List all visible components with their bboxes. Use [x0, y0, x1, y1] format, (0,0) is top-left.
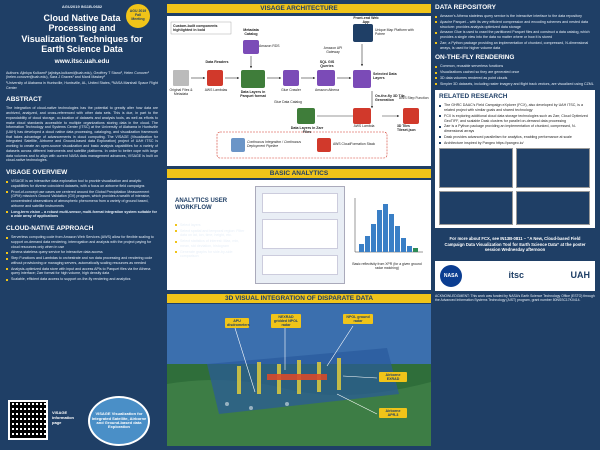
- fcx-screenshot: [439, 148, 513, 188]
- callout-npol: NPOL ground radar: [343, 314, 373, 324]
- right-column: [435, 4, 595, 446]
- lambda-icon: [353, 108, 371, 124]
- list-item: Select statistics of interest: Max, min, mean, std deviation, histogram: [175, 239, 249, 248]
- on-the-fly-list: [435, 64, 595, 86]
- related-research-heading: RELATED RESEARCH: [439, 93, 508, 101]
- qr-label: VISAGE information page: [52, 410, 74, 425]
- list-item: Amazon Glue is used to crawl the partitioned Parquet files and construct a data catalog, which provides a single view into the data no matter where or how it is stored: [435, 30, 595, 39]
- more-info: For more about FCX, see IN13B-0811 – “A New, Cloud-based Field Campaign Data Visualization Tool for Earth Science Data” at the poster session Wednesday afternoon: [444, 236, 586, 253]
- architecture-banner: VISAGE ARCHITECTURE: [167, 4, 431, 13]
- related-research-panel: [435, 90, 595, 228]
- cloud-native-list: [6, 235, 158, 282]
- data-repository-heading: DATA REPOSITORY: [435, 4, 496, 11]
- poster-id: AGU2019 IN11B-0682: [61, 4, 103, 9]
- architecture-diagram: Custom-built components highlighted in bold Original Files & Metadata Data Readers AWS Lambdas Data Layers in Parquet format Metadata Catalog Amazon RDS Glue Crawler Glue Data Catalog SQL GIS Queries Amazon Athena Amazon API Gateway Selected Data Layers Front-end Web App Unique Map Platform with Potree Data Layers in Zarr Files On-the-fly 3D Tile Generation AWS Step Function 3D Tiles Tileset.json AWS Lambda Continuous Integration / Continuous Deployment Pipeline AWS CloudFormation Stack: [167, 16, 431, 166]
- list-item: 3D data volumes rendered as point clouds: [435, 76, 595, 81]
- itsc-logo: itsc: [508, 270, 524, 281]
- file-icon: [173, 70, 189, 86]
- fcx-screenshots: [439, 148, 591, 188]
- basic-analytics-banner: BASIC ANALYTICS: [167, 169, 431, 178]
- list-item: Generate graphs for side-by-side comparison: [175, 250, 249, 259]
- cloudformation-icon: [317, 138, 331, 152]
- fcx-screenshot: [439, 191, 513, 225]
- callout-nexrad: NEXRAD gridded NPOL radar: [271, 314, 301, 328]
- ci-icon: [231, 138, 245, 152]
- agu-badge: AGU 2019 Fall Meeting: [126, 4, 150, 28]
- list-item: Dask provides advanced parallelism for analytics, enabling performance at scale: [439, 135, 591, 140]
- list-item: Apache Parquet – with its very efficient compression and encoding schemes and nested data structure: provides analysis optimized data storage: [435, 20, 595, 29]
- acknowledgment: ACKNOWLEDGMENT: This work was funded by NASA’s Earth Science Technology Office (ESTO) through the Advanced Information Systems Technology (AIST) program, grant number 80NSSC17K0414.: [435, 293, 595, 303]
- viz3d-panel: [167, 304, 431, 446]
- fcx-screenshots: [439, 191, 591, 225]
- analytics-heading: ANALYTICS USER WORKFLOW: [175, 198, 228, 212]
- list-item: Athena stateless query service for interactive data access: [6, 250, 158, 255]
- histogram-caption: Basic reflectivity from XPR (for a given ground radar matching): [352, 262, 422, 271]
- data-reader-icon: [207, 70, 223, 86]
- list-item: Analysis-optimized data store with input and access APIs to Parquet files via the Athena query interface; Zarr format for high volume, high density data: [6, 267, 158, 276]
- data-repository-list: [435, 14, 595, 50]
- histogram: [349, 194, 425, 260]
- related-research-list: [439, 103, 591, 145]
- list-item: The GHRC DAAC’s Field Campaign eXplorer (FCX), also developed by UAH ITSC, is a related project with similar goals and shared technology: [439, 103, 591, 112]
- middle-column: [167, 4, 431, 446]
- list-item: Select layers: [175, 223, 249, 228]
- bucket-icon: [241, 70, 265, 88]
- bucket-icon: [297, 108, 315, 124]
- list-item: Amazon’s Athena stateless query service is the interactive interface to the data repository: [435, 14, 595, 19]
- abstract-text: The integration of cloud-native technologies has the potential to greatly alter how data are archived, analyzed, and cross-referenced with other data sets. This is due, in part to the expandability of cloud storage, co-location of datasets and analysis tools, as well as efforts to make cloud standards accessible to multiple organizations storing data in the cloud. The Information Technology and Systems Center (ITSC) at the University of Alabama in Huntsville (UAH) has developed a cloud native data processing, cataloging, and visualization framework that takes advantage of advancements in cloud computing. The VISAGE (Visualization for Integrated Satellite, Airborne and Ground-based data Exploration) project of UAH ITSC is working to create an open-source visualization and basic analysis capabilities for a variety of datasets across different instruments and satellite platforms. In order to better cope with large data volumes and to align with current NASA data management advances, VISAGE is built on cloud-native technologies.: [6, 106, 158, 163]
- crawler-icon: [283, 70, 299, 86]
- overview-list: [6, 179, 158, 219]
- cloud-native-heading: CLOUD-NATIVE APPROACH: [6, 225, 94, 233]
- abstract-heading: ABSTRACT: [6, 96, 42, 104]
- poster-title: Cloud Native Data Processing and Visualization Techniques for Earth Science Data: [21, 13, 143, 55]
- overview-heading: VISAGE OVERVIEW: [6, 169, 68, 177]
- fcx-screenshot: [516, 148, 590, 188]
- on-the-fly-heading: ON-THE-FLY RENDERING: [435, 54, 515, 62]
- list-item: VISAGE is an interactive data exploration tool to provide visualization and analytic capabilities for diverse coincident datasets, with a focus on airborne field campaigns: [6, 179, 158, 188]
- database-icon: [243, 40, 259, 54]
- list-item: Simpler 3D datasets, including raster imagery and flight track vectors, are visualized using CZML: [435, 82, 595, 87]
- callout-apu: APU disdrometers: [227, 319, 250, 328]
- athena-icon: [317, 70, 335, 86]
- tiles-icon: [403, 108, 419, 124]
- list-item: Scalable, efficient data access to support on-the-fly rendering and analytics: [6, 277, 158, 282]
- layers-icon: [353, 70, 371, 88]
- callout-apr3: Airborne APR-3: [379, 408, 407, 418]
- list-item: Common, reusable serverless functions: [435, 64, 595, 69]
- list-item: Visualizations cached so they are generated once: [435, 70, 595, 75]
- list-item: FCX is exploring additional cloud data storage technologies such as Zarr, Cloud Optimized GeoTIFF, and scalable Dask clusters for parallel on-demand data processing: [439, 114, 591, 123]
- webapp-icon: [353, 24, 373, 42]
- viz3d-banner: 3D VISUAL INTEGRATION OF DISPARATE DATA: [167, 294, 431, 303]
- authors: Authors: Ajinkya Kulkarni¹ (ajinkya.kulkarni@uah.edu), Geoffrey T Stano², Helen Conover¹ (helen.conover@uah.edu), Sara J Graves¹ and Manil Maskey² ¹University of Alabama in Huntsville, Huntsville, AL, United States, ²NASA Marshall Space Flight Center: [6, 70, 158, 90]
- list-item: Zarr, a Python package providing an implementation of chunked, compressed, N-dimensional arrays, is used for higher volume data: [435, 41, 595, 50]
- list-item: Architecture inspired by Pangeo https://pangeo.io/: [439, 141, 591, 146]
- basic-analytics-panel: [167, 180, 431, 290]
- analytics-screenshot: [255, 186, 345, 284]
- architecture-note: Custom-built components highlighted in bold: [173, 24, 218, 33]
- left-column: [0, 0, 164, 450]
- list-item: Long-term vision – a robust multi-sensor, multi-format integration system suitable for a wide array of applications: [6, 210, 158, 219]
- qr-code[interactable]: [8, 400, 48, 440]
- nasa-logo: NASA: [440, 265, 462, 287]
- website-link[interactable]: www.itsc.uah.edu: [54, 58, 110, 66]
- fcx-screenshot: [516, 191, 590, 225]
- callout-exrad: Airborne EXRAD: [379, 372, 407, 382]
- uah-logo: UAH: [570, 270, 590, 281]
- list-item: Zarr is a Python package providing an implementation of chunked, compressed, N-dimensional arrays: [439, 124, 591, 133]
- list-item: Step Functions and Lambdas to orchestrate and run data processing and rendering code without provisioning or managing servers, automatically scaling resources as needed: [6, 256, 158, 265]
- list-item: Proof-of-concept use cases are centered around the Global Precipitation Measurement (GPM) mission’s Ground Validation (GV) program, which provides a wealth of intensive, concentrated observations of atmospheric phenomena from a variety of ground based, airborne and satellite instruments: [6, 190, 158, 209]
- logo-strip: [435, 261, 595, 291]
- visage-logo: VISAGE Visualization for Integrated Satellite, Airborne and Ground-based data Exploration: [88, 396, 150, 446]
- list-item: Serverless computing code from Amazon Web Services (AWS) allow for flexible scaling to support on-demand data rendering, interrogation and analysis with the project paying for cloud resources only when in use: [6, 235, 158, 249]
- list-item: Select spatial and temporal region: Filter data on lat, lon, time, height, etc.: [175, 229, 249, 238]
- analytics-list: [175, 223, 249, 260]
